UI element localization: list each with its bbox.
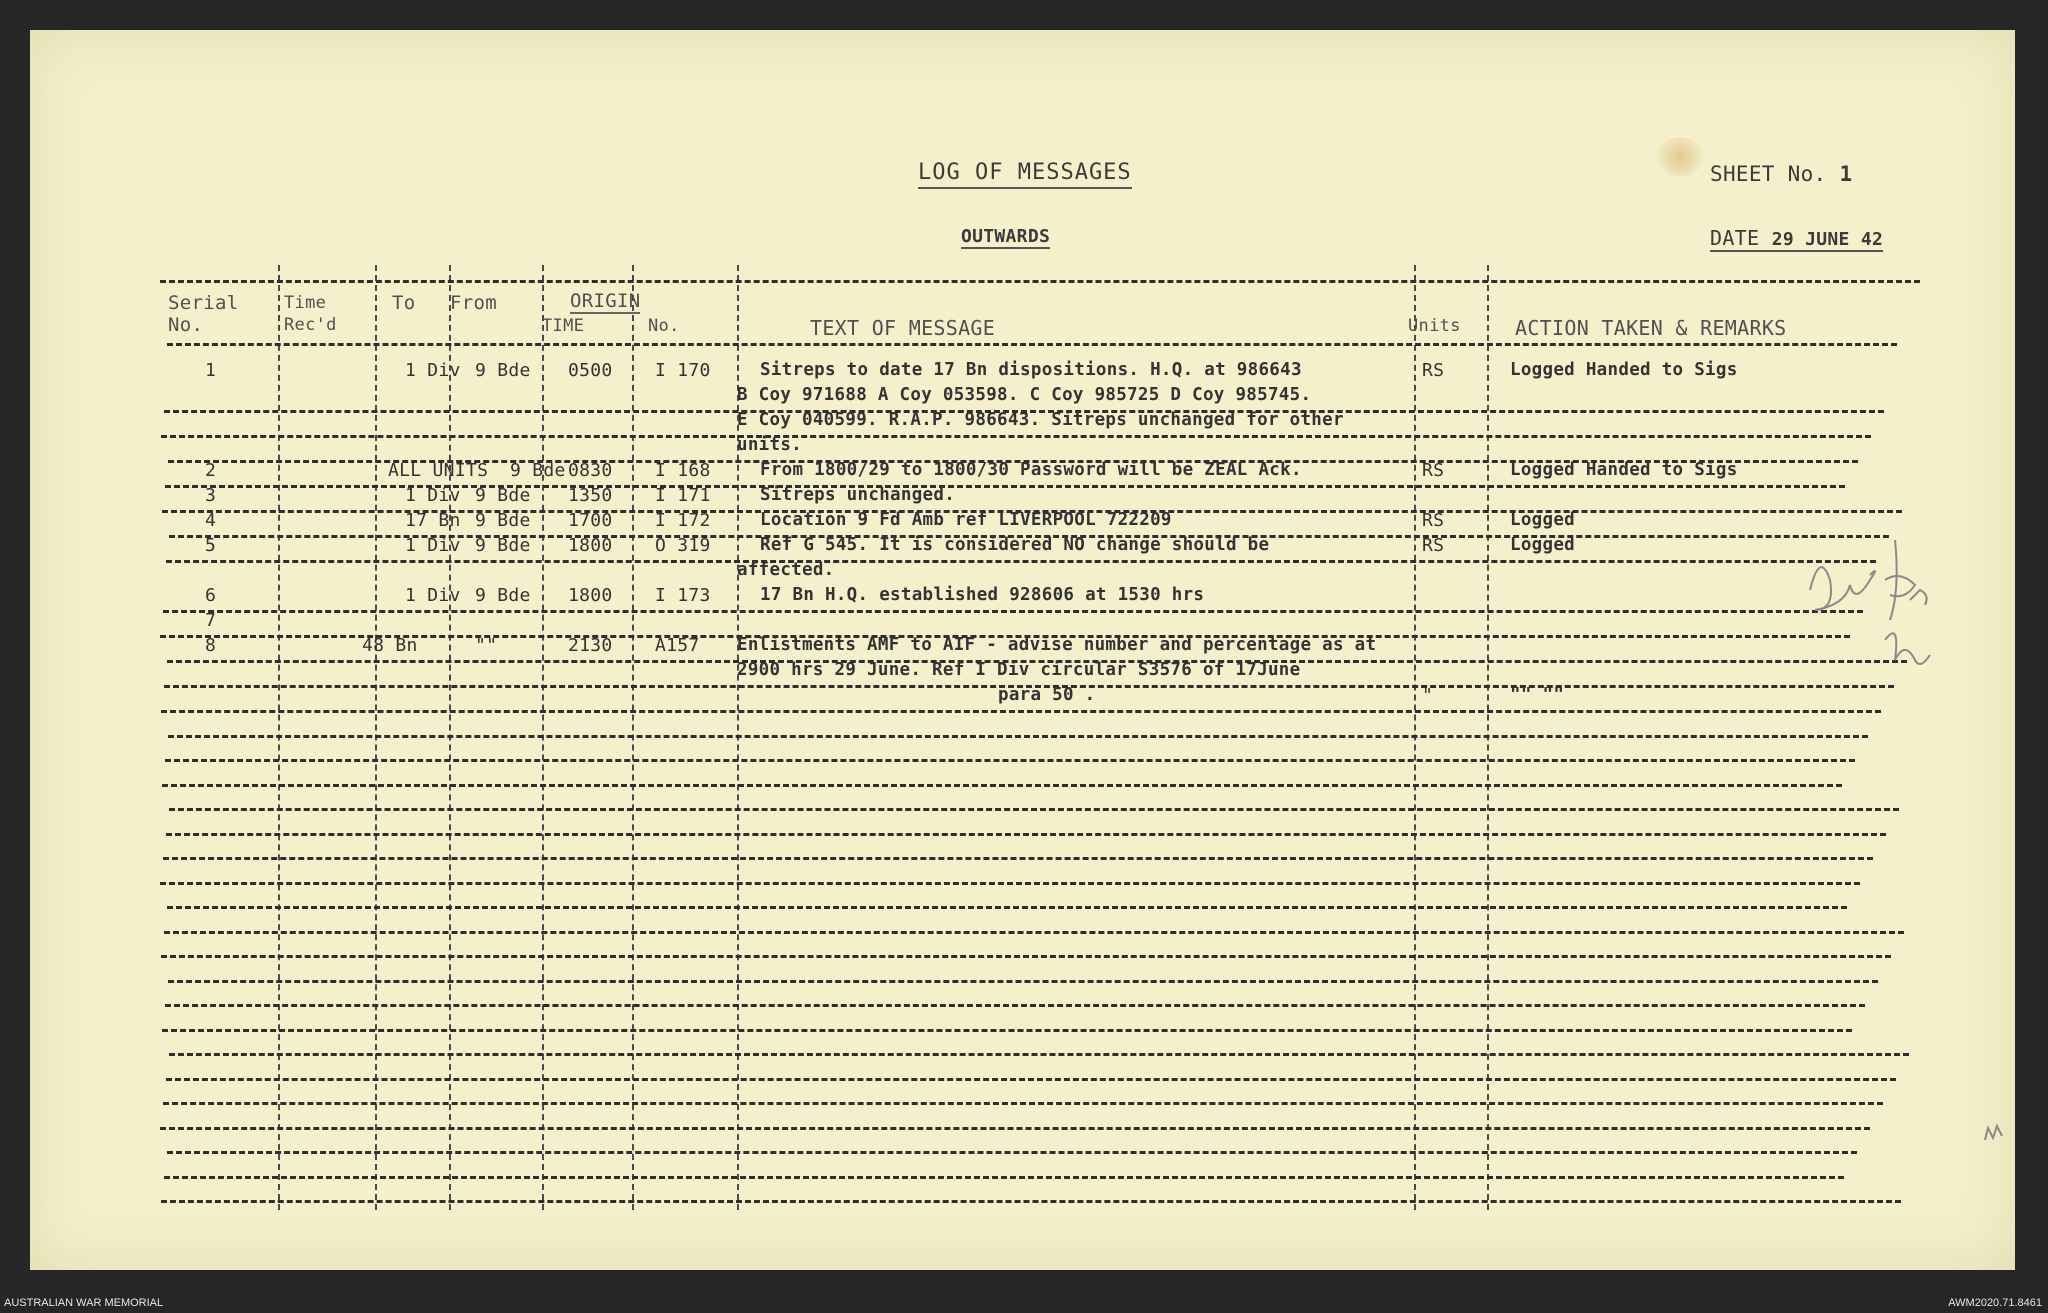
origin-number: I 171 (655, 485, 711, 506)
date-value: 29 JUNE 42 (1771, 229, 1884, 250)
action-remarks: Logged (1510, 510, 1576, 530)
message-text: Location 9 Fd Amb ref LIVERPOOL 722209 (760, 510, 1172, 530)
col-header-units: Units (1408, 316, 1461, 336)
handwritten-signature (1790, 520, 1990, 740)
ruled-line (163, 610, 1863, 613)
serial-number: 4 (205, 510, 217, 531)
ruled-line (160, 882, 1860, 885)
serial-number: 5 (205, 535, 217, 556)
from-unit: 9 Bde (510, 460, 566, 481)
message-text: Sitreps unchanged. (760, 485, 956, 505)
from-unit: 9 Bde (475, 485, 531, 506)
archive-credit: AUSTRALIAN WAR MEMORIAL (4, 1297, 164, 1309)
to-unit: 17 Bn (405, 510, 461, 531)
col-header-origin-no: No. (648, 316, 680, 336)
action-remarks: Logged Handed to Sigs (1510, 360, 1738, 380)
origin-number: I 168 (655, 460, 711, 481)
units-value: " (1422, 685, 1434, 706)
ruled-line (168, 735, 1868, 738)
sheet-number (1710, 162, 1852, 186)
ruled-line (163, 1102, 1883, 1105)
message-text: units. (737, 435, 803, 455)
action-remarks: "" "" (1510, 685, 1565, 705)
archive-reference: AWM2020.71.8461 (1948, 1297, 2042, 1309)
ruled-line (168, 980, 1878, 983)
ruled-line (167, 343, 1897, 346)
ruled-line (161, 710, 1881, 713)
units-value: RS (1422, 460, 1445, 481)
col-header-serial: Serial No. (168, 292, 239, 336)
ruled-line (165, 1004, 1865, 1007)
units-value: RS (1422, 535, 1445, 556)
paper-stain (1657, 137, 1703, 177)
message-text: para 50 . (998, 685, 1096, 705)
ruled-line (161, 955, 1891, 958)
col-header-text: TEXT OF MESSAGE (810, 316, 996, 340)
ruled-line (164, 1176, 1844, 1179)
ruled-line (163, 857, 1873, 860)
ruled-line (162, 784, 1842, 787)
message-text: 17 Bn H.Q. established 928606 at 1530 hrs (760, 585, 1205, 605)
message-text: E Coy 040599. R.A.P. 986643. Sitreps unchanged for other (737, 410, 1344, 430)
sheet-number-label: SHEET No. (1710, 162, 1827, 186)
to-unit: ALL UNITS (388, 460, 489, 481)
action-remarks: Logged (1510, 535, 1576, 555)
ruled-line (169, 1053, 1909, 1056)
from-unit: 9 Bde (475, 360, 531, 381)
origin-time: 1700 (568, 510, 613, 531)
origin-number: O 319 (655, 535, 711, 556)
message-text: affected. (737, 560, 835, 580)
ruled-line (167, 906, 1847, 909)
ruled-line (167, 1151, 1857, 1154)
message-text: 2900 hrs 29 June. Ref I Div circular S3576 of 17June (737, 660, 1301, 680)
page-title: LOG OF MESSAGES (918, 160, 1132, 189)
origin-time: 0500 (568, 360, 613, 381)
ruled-line (169, 808, 1899, 811)
message-text: Ref G 545. It is considered NO change should be (760, 535, 1270, 555)
serial-number: 1 (205, 360, 217, 381)
to-unit: 1 Div (405, 535, 461, 556)
ruled-line (164, 931, 1904, 934)
to-unit: 1 Div (405, 485, 461, 506)
units-value: RS (1422, 510, 1445, 531)
origin-number: A157 (655, 635, 700, 656)
origin-time: 2130 (568, 635, 613, 656)
origin-time: 1800 (568, 585, 613, 606)
from-unit: 9 Bde (475, 510, 531, 531)
serial-number: 3 (205, 485, 217, 506)
to-unit: 48 Bn (362, 635, 418, 656)
ruled-line (166, 1078, 1896, 1081)
units-value: RS (1422, 360, 1445, 381)
origin-number: I 170 (655, 360, 711, 381)
to-unit: 1 Div (405, 360, 461, 381)
log-date (1710, 226, 1883, 252)
origin-number: I 172 (655, 510, 711, 531)
message-text: Enlistments AMF to AIF - advise number and percentage as at (737, 635, 1377, 655)
ruled-line (162, 1029, 1852, 1032)
to-unit: 1 Div (405, 585, 461, 606)
origin-time: 1800 (568, 535, 613, 556)
page-subtitle: OUTWARDS (961, 226, 1051, 247)
ruled-line (161, 1200, 1901, 1203)
action-remarks: Logged Handed to Sigs (1510, 460, 1738, 480)
col-header-origin-time: TIME (542, 316, 585, 336)
message-text: B Coy 971688 A Coy 053598. C Coy 985725 D Coy 985745. (737, 385, 1312, 405)
serial-number: 6 (205, 585, 217, 606)
date-label: DATE (1710, 226, 1760, 250)
from-unit: "" (475, 635, 498, 656)
ruled-line (166, 833, 1886, 836)
col-header-origin: ORIGIN (570, 290, 641, 312)
sheet-number-value: 1 (1839, 162, 1853, 186)
serial-number: 8 (205, 635, 217, 656)
col-header-from: From (450, 292, 497, 314)
ruled-line (160, 280, 1920, 283)
ruled-line (165, 759, 1855, 762)
from-unit: 9 Bde (475, 535, 531, 556)
origin-number: I 173 (655, 585, 711, 606)
col-header-action: ACTION TAKEN & REMARKS (1515, 316, 1787, 340)
serial-number: 7 (205, 610, 217, 631)
message-text: From 1800/29 to 1800/30 Password will be ZEAL Ack. (760, 460, 1302, 480)
message-text: Sitreps to date 17 Bn dispositions. H.Q. at 986643 (760, 360, 1302, 380)
ruled-line (161, 435, 1871, 438)
origin-time: 0830 (568, 460, 613, 481)
ruled-line (160, 1127, 1870, 1130)
col-header-to: To (392, 292, 416, 314)
ruled-line (166, 560, 1876, 563)
serial-number: 2 (205, 460, 217, 481)
from-unit: 9 Bde (475, 585, 531, 606)
log-sheet (30, 30, 2015, 1270)
handwritten-mark (1980, 1110, 2020, 1150)
origin-time: 1350 (568, 485, 613, 506)
col-header-time: Time Rec'd (284, 293, 337, 335)
